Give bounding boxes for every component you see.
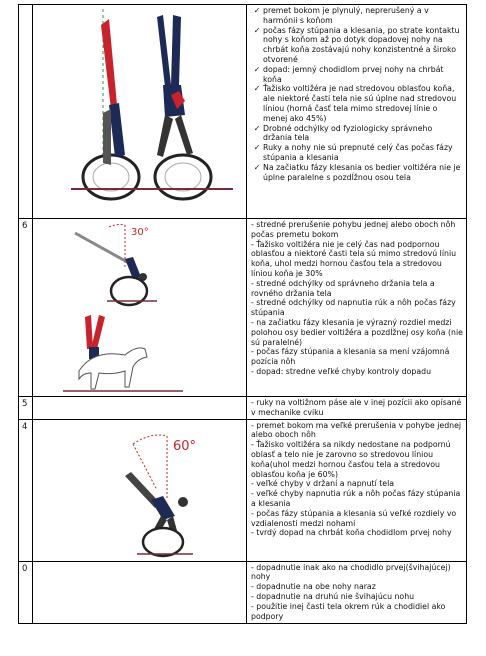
illustration-cell (33, 397, 247, 420)
list-item: - veľké chyby v držaní a napnutí tela (251, 479, 395, 489)
table-row (19, 5, 467, 219)
table-row (19, 219, 467, 397)
angle-label: 30° (131, 227, 149, 238)
list-item: - na začiatku fázy klesania je výrazný rozdiel medzi polohou osy bedier voltižéra a pozdĺžnej osy koňa (nie sú paralelné) (251, 317, 463, 347)
list-item: ✓ premet bokom je plynulý, neprerušený a v harmónii s koňom (251, 6, 463, 26)
list-item: - veľké chyby napnutia rúk a nôh počas fázy stúpania a klesania (251, 489, 461, 508)
list-item: - dopadnutie inak ako na chodidlo prvej(švihajúcej) nohy (251, 562, 451, 582)
list-item: - dopadnutie na druhú nie švihajúcu nohu (251, 591, 415, 601)
angle-label: 60° (173, 438, 197, 454)
vaulter-30deg-illustration (33, 219, 247, 395)
list-item: - stredné prerušenie pohybu jednej alebo oboch nôh počas premetu bokom (251, 220, 456, 239)
check-icon: ✓ (253, 25, 261, 35)
check-icon: ✓ (253, 6, 261, 15)
check-icon: ✓ (253, 143, 261, 153)
list-item: - Ťažisko voltižéra sa nikdy nedostane na podpornú oblasť a telo nie je zarovno so stredovou líniou koňa(uhol medzi hornou časťou tela a stredovou oblasťou koňa je 60%) (251, 440, 451, 479)
check-icon: ✓ (253, 84, 261, 94)
check-icon: ✓ (253, 162, 261, 172)
description-cell (247, 561, 467, 623)
list-item: ✓ Ťažisko voltižéra je nad stredovou oblasťou koňa, ale niektoré časti tela nie sú úplne nad stredovou líniou (horná časť tela mimo stredovej línie o menej ako 45%) (251, 84, 463, 123)
check-icon: ✓ (253, 123, 261, 133)
illustration-cell (33, 419, 247, 561)
list-item: ✓ Na začiatku fázy klesania os bedier voltižéra nie je úplne paralelne s pozdĺžnou osou tela (251, 163, 463, 183)
list-item: - počas fázy stúpania a klesania sú veľké rozdiely vo vzdialenosti medzi nohami (251, 508, 457, 528)
list-item: ✓ Ruky a nohy nie sú prepnuté celý čas počas fázy stúpania a klesania (251, 143, 463, 163)
list-item: - počas fázy stúpania a klesania sa mení vzájomná pozícia nôh (251, 347, 450, 367)
score-cell: 6 (19, 219, 33, 397)
description-cell (247, 397, 467, 420)
list-item: ✓ Drobné odchýlky od fyziologicky správneho držania tela (251, 124, 463, 144)
table-row (19, 397, 467, 420)
list-item: ✓ počas fázy stúpania a klesania, po strate kontaktu nohy s koňom až po dotyk dopadovej nohy na chrbát koňa zostávajú nohy konzistentné a široko otvorené (251, 26, 463, 65)
list-item: - dopad: stredne veľké chyby kontroly dopadu (251, 366, 432, 376)
description-cell (247, 5, 467, 219)
score-cell: 0 (19, 561, 33, 623)
score-cell (19, 5, 33, 219)
list-item: - premet bokom ma veľké prerušenia v pohybe jednej alebo oboch nôh (251, 420, 462, 440)
table-row (19, 419, 467, 561)
vaulter-sideways-illustration (33, 5, 247, 217)
vaulter-60deg-illustration (33, 420, 247, 560)
illustration-cell (33, 561, 247, 623)
list-item: - stredné odchýlky od napnutia rúk a nôh počas fázy stúpania (251, 298, 456, 318)
score-cell: 4 (19, 419, 33, 561)
list-item: - dopadnutie na obe nohy naraz (251, 582, 376, 592)
description-cell (247, 419, 467, 561)
illustration-cell (33, 5, 247, 219)
description-cell (247, 219, 467, 397)
list-item: ✓ dopad: jemný chodidlom prvej nohy na chrbát koňa (251, 65, 463, 85)
list-item: - ruky na voltižnom páse ale v inej pozícii ako opísané v mechanike cviku (251, 398, 462, 417)
list-item: - stredné odchýlky od správneho držania tela a rovného držania tela (251, 278, 435, 298)
score-cell: 5 (19, 397, 33, 420)
list-item: - použitie inej časti tela okrem rúk a chodidiel ako podpory (251, 601, 446, 621)
check-icon: ✓ (253, 64, 261, 74)
scoring-table (18, 4, 467, 624)
list-item: - Ťažisko voltižéra nie je celý čas nad podpornou oblasťou a niektoré časti tela sú mimo stredovú líniu koňa, uhol medzi hornou časťou tela a stredovou líniou koňa je 30% (251, 239, 457, 278)
table-row (19, 561, 467, 623)
illustration-cell (33, 219, 247, 397)
list-item: - tvrdý dopad na chrbát koňa chodidlom prvej nohy (251, 528, 452, 538)
